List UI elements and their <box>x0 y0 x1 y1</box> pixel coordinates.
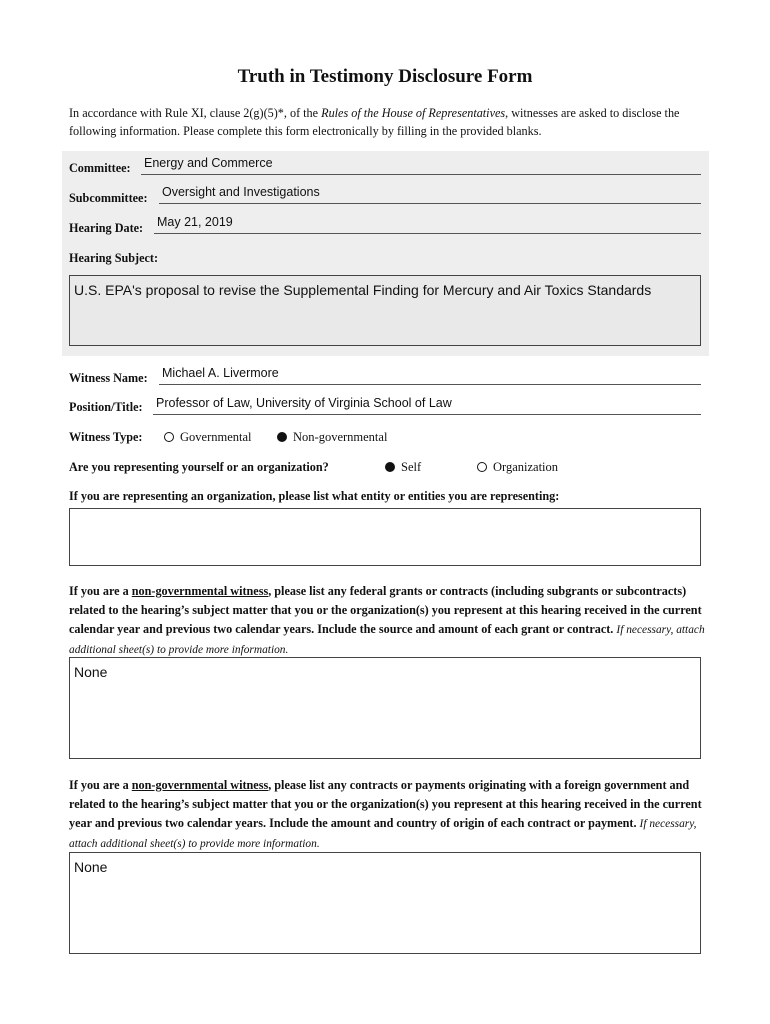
witness-type-governmental-label: Governmental <box>180 430 252 444</box>
hearing-date-field[interactable]: May 21, 2019 <box>154 215 701 234</box>
grants-text: , please list any federal grants or contracts (including subgrants or subcontracts) related to the hearing’s subject matter that you or the organization(s) you represent at this hearing received in the current calendar year and previous two calendar years. Include the source and amount of each grant or contract. <box>69 584 702 636</box>
radio-empty-icon <box>477 462 487 472</box>
intro-after: , witnesses are asked to disclose the following information. Please complete this form electronically by filling in the provided blanks. <box>69 106 680 138</box>
form-title: Truth in Testimony Disclosure Form <box>237 66 533 87</box>
hearing-date-label: Hearing Date: <box>69 221 144 235</box>
witness-type-label: Witness Type: <box>69 430 143 444</box>
grants-underlined: non-governmental witness <box>131 584 269 598</box>
committee-label: Committee: <box>69 161 131 175</box>
hearing-subject-label: Hearing Subject: <box>69 251 159 265</box>
intro-rules-title: Rules of the House of Representatives <box>321 106 506 120</box>
representing-self-radio[interactable] <box>385 460 421 475</box>
witness-type-governmental-radio[interactable] <box>164 430 252 445</box>
grants-field[interactable]: None <box>69 657 701 759</box>
intro-text <box>69 104 709 140</box>
organization-prompt: If you are representing an organization, please list what entity or entities you are representing: <box>69 489 560 503</box>
foreign-note: If necessary, attach additional sheet(s) to provide more information. <box>69 818 697 850</box>
witness-type-nongovernmental-label: Non-governmental <box>293 430 388 444</box>
representing-self-label: Self <box>401 460 422 474</box>
foreign-text: , please list any contracts or payments originating with a foreign government and related to the hearing’s subject matter that you or the organization(s) you represent at this hearing received in the current year and previous two calendar years. Include the amount and country of origin of each contract or payment. <box>69 778 702 830</box>
representing-organization-radio[interactable] <box>477 460 558 475</box>
foreign-question <box>69 776 709 854</box>
witness-name-label: Witness Name: <box>69 371 148 385</box>
radio-selected-icon <box>277 432 287 442</box>
hearing-subject-field[interactable]: U.S. EPA's proposal to revise the Supplemental Finding for Mercury and Air Toxics Standards <box>69 275 701 346</box>
committee-field[interactable]: Energy and Commerce <box>141 156 701 175</box>
radio-empty-icon <box>164 432 174 442</box>
subcommittee-field[interactable]: Oversight and Investigations <box>159 185 701 204</box>
radio-selected-icon <box>385 462 395 472</box>
subcommittee-label: Subcommittee: <box>69 191 148 205</box>
foreign-underlined: non-governmental witness <box>131 778 269 792</box>
representing-organization-label: Organization <box>493 460 559 474</box>
position-title-label: Position/Title: <box>69 400 143 414</box>
representing-label: Are you representing yourself or an organization? <box>69 460 329 474</box>
grants-question <box>69 582 709 660</box>
foreign-field[interactable]: None <box>69 852 701 954</box>
foreign-prefix: If you are a <box>69 778 132 792</box>
witness-type-nongovernmental-radio[interactable] <box>277 430 387 445</box>
position-title-field[interactable]: Professor of Law, University of Virginia School of Law <box>153 396 701 415</box>
grants-note: If necessary, attach additional sheet(s) to provide more information. <box>69 624 705 656</box>
organization-field[interactable] <box>69 508 701 566</box>
witness-name-field[interactable]: Michael A. Livermore <box>159 366 701 385</box>
grants-prefix: If you are a <box>69 584 132 598</box>
intro-before: In accordance with Rule XI, clause 2(g)(5)*, of the <box>69 106 322 120</box>
